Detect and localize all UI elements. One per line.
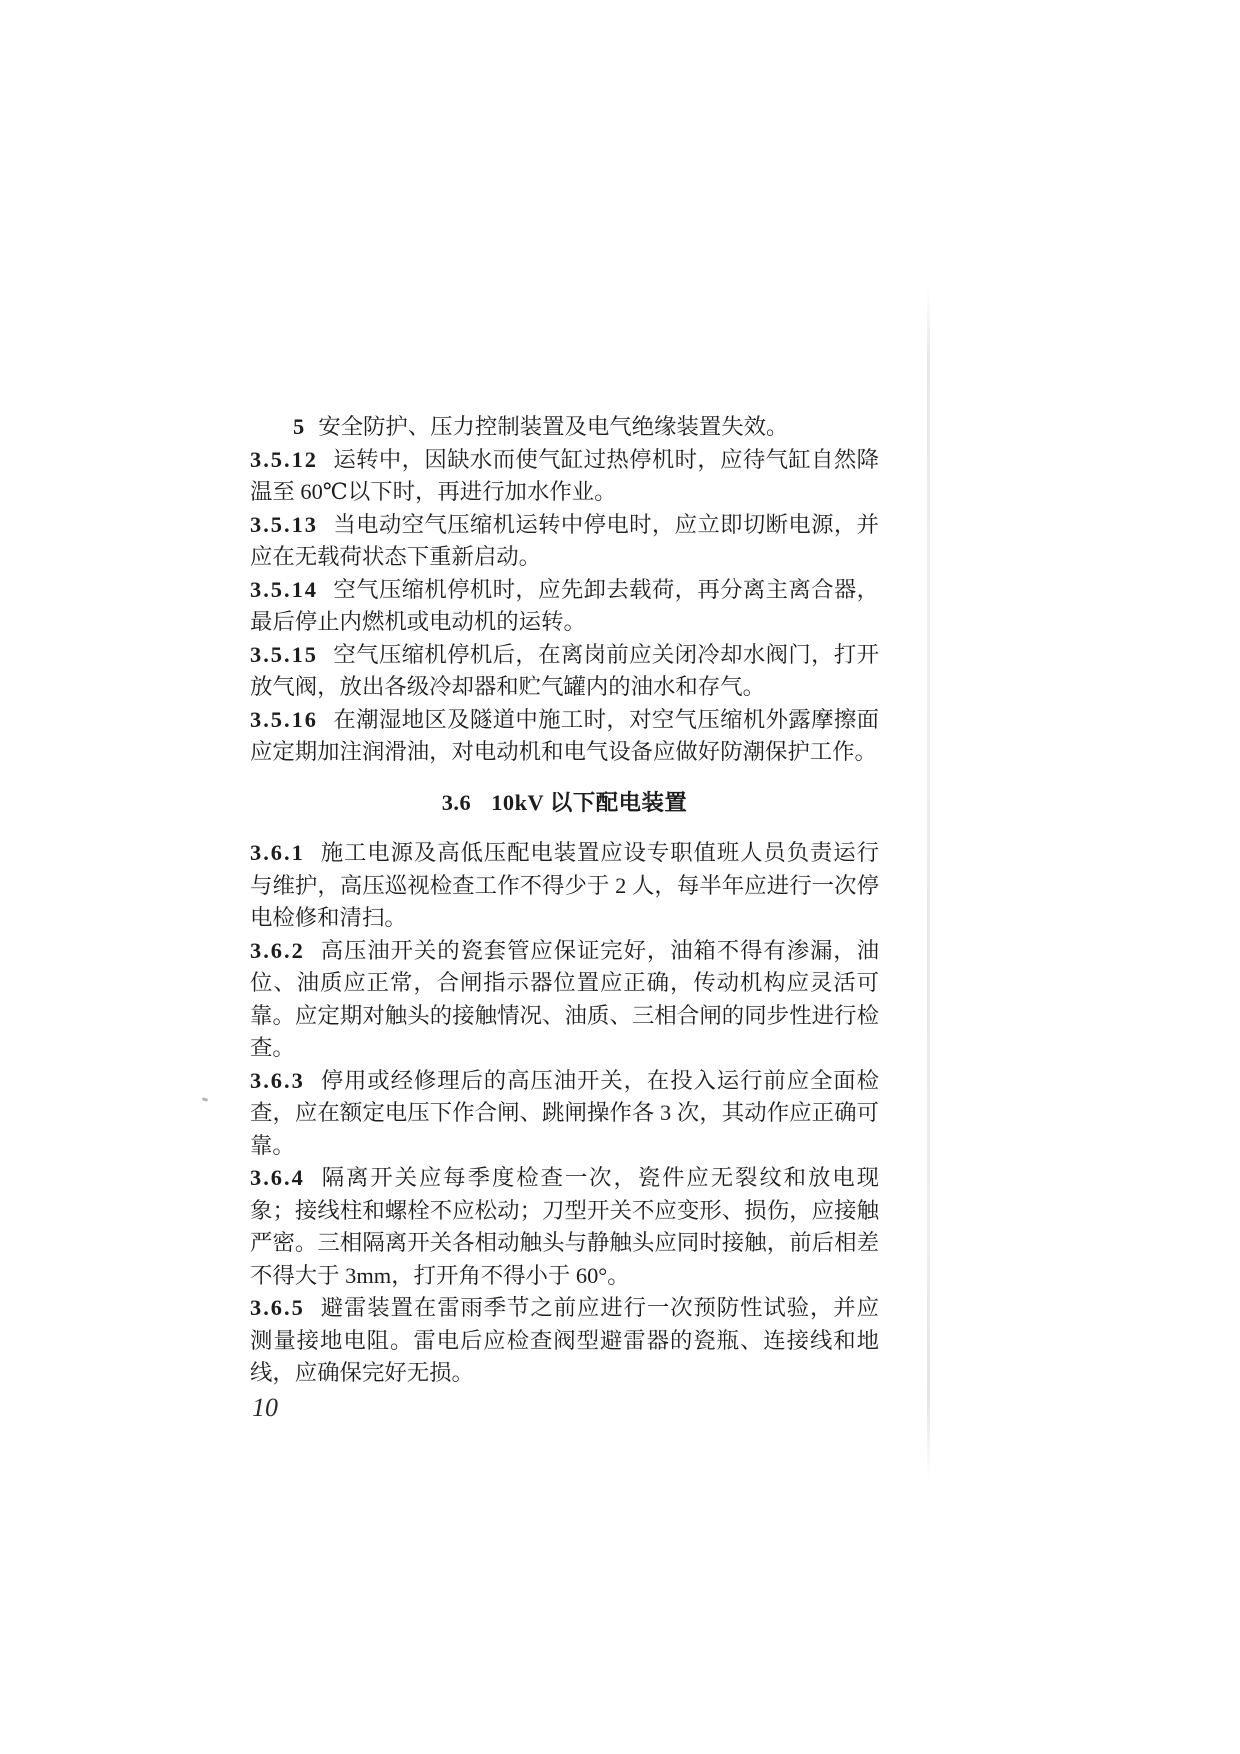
clause-number: 3.5.14 <box>250 576 318 602</box>
clause-3-5-15 <box>250 639 879 704</box>
section-heading-number: 3.6 <box>441 789 472 815</box>
clause-3-6-5 <box>250 1292 879 1390</box>
clause-number: 3.6.2 <box>250 937 305 963</box>
clause-number: 3.6.5 <box>250 1295 305 1320</box>
list-item-number: 5 <box>293 414 305 439</box>
scan-fold-shadow <box>927 287 930 1480</box>
clause-number: 3.5.16 <box>250 706 318 732</box>
clause-3-5-16 <box>250 704 879 769</box>
page-number: 10 <box>252 1393 278 1422</box>
clause-3-6-2 <box>250 935 879 1065</box>
clause-3-5-14 <box>250 574 879 639</box>
document-body <box>250 411 879 1390</box>
section-heading-title: 10kV 以下配电装置 <box>491 789 688 815</box>
clause-text: 当电动空气压缩机运转中停电时，应立即切断电源，并应在无载荷状态下重新启动。 <box>250 511 879 569</box>
clause-text: 避雷装置在雷雨季节之前应进行一次预防性试验，并应测量接地电阻。雷电后应检查阀型避雷器的瓷瓶、连接线和地线，应确保完好无损。 <box>250 1295 879 1385</box>
clause-text: 空气压缩机停机时，应先卸去载荷，再分离主离合器，最后停止内燃机或电动机的运转。 <box>250 576 879 634</box>
clause-text: 运转中，因缺水而使气缸过热停机时，应待气缸自然降温至 60℃以下时，再进行加水作业。 <box>250 446 879 504</box>
clause-number: 3.5.13 <box>250 511 318 537</box>
list-item-5 <box>250 411 879 444</box>
clause-number: 3.5.12 <box>250 446 318 472</box>
clause-3-6-1 <box>250 837 879 935</box>
ink-speck <box>202 1097 209 1102</box>
clause-number: 3.6.1 <box>250 840 305 865</box>
clause-text: 施工电源及高低压配电装置应设专职值班人员负责运行与维护，高压巡视检查工作不得少于 2 人，每半年应进行一次停电检修和清扫。 <box>250 840 879 930</box>
clause-3-5-13 <box>250 509 879 574</box>
clause-text: 高压油开关的瓷套管应保证完好，油箱不得有渗漏，油位、油质应正常，合闸指示器位置应正确，传动机构应灵活可靠。应定期对触头的接触情况、油质、三相合闸的同步性进行检查。 <box>250 937 879 1060</box>
clause-3-5-12 <box>250 444 879 509</box>
clause-number: 3.6.3 <box>250 1067 305 1093</box>
clause-text: 隔离开关应每季度检查一次，瓷件应无裂纹和放电现象；接线柱和螺栓不应松动；刀型开关不应变形、损伤，应接触严密。三相隔离开关各相动触头与静触头应同时接触，前后相差不得大于 3mm，打开角不得小于 60°。 <box>250 1165 879 1288</box>
clause-text: 空气压缩机停机后，在离岗前应关闭冷却水阀门，打开放气阀，放出各级冷却器和贮气罐内的油水和存气。 <box>250 641 879 699</box>
list-item-text: 安全防护、压力控制装置及电气绝缘装置失效。 <box>318 414 789 439</box>
clause-number: 3.5.15 <box>250 641 318 667</box>
clause-3-6-3 <box>250 1065 879 1163</box>
clause-text: 在潮湿地区及隧道中施工时，对空气压缩机外露摩擦面应定期加注润滑油，对电动机和电气设备应做好防潮保护工作。 <box>250 706 879 764</box>
clause-text: 停用或经修理后的高压油开关，在投入运行前应全面检查，应在额定电压下作合闸、跳闸操作各 3 次，其动作应正确可靠。 <box>250 1067 879 1158</box>
section-heading-3-6 <box>250 787 879 820</box>
clause-3-6-4 <box>250 1162 879 1292</box>
clause-number: 3.6.4 <box>250 1165 305 1190</box>
